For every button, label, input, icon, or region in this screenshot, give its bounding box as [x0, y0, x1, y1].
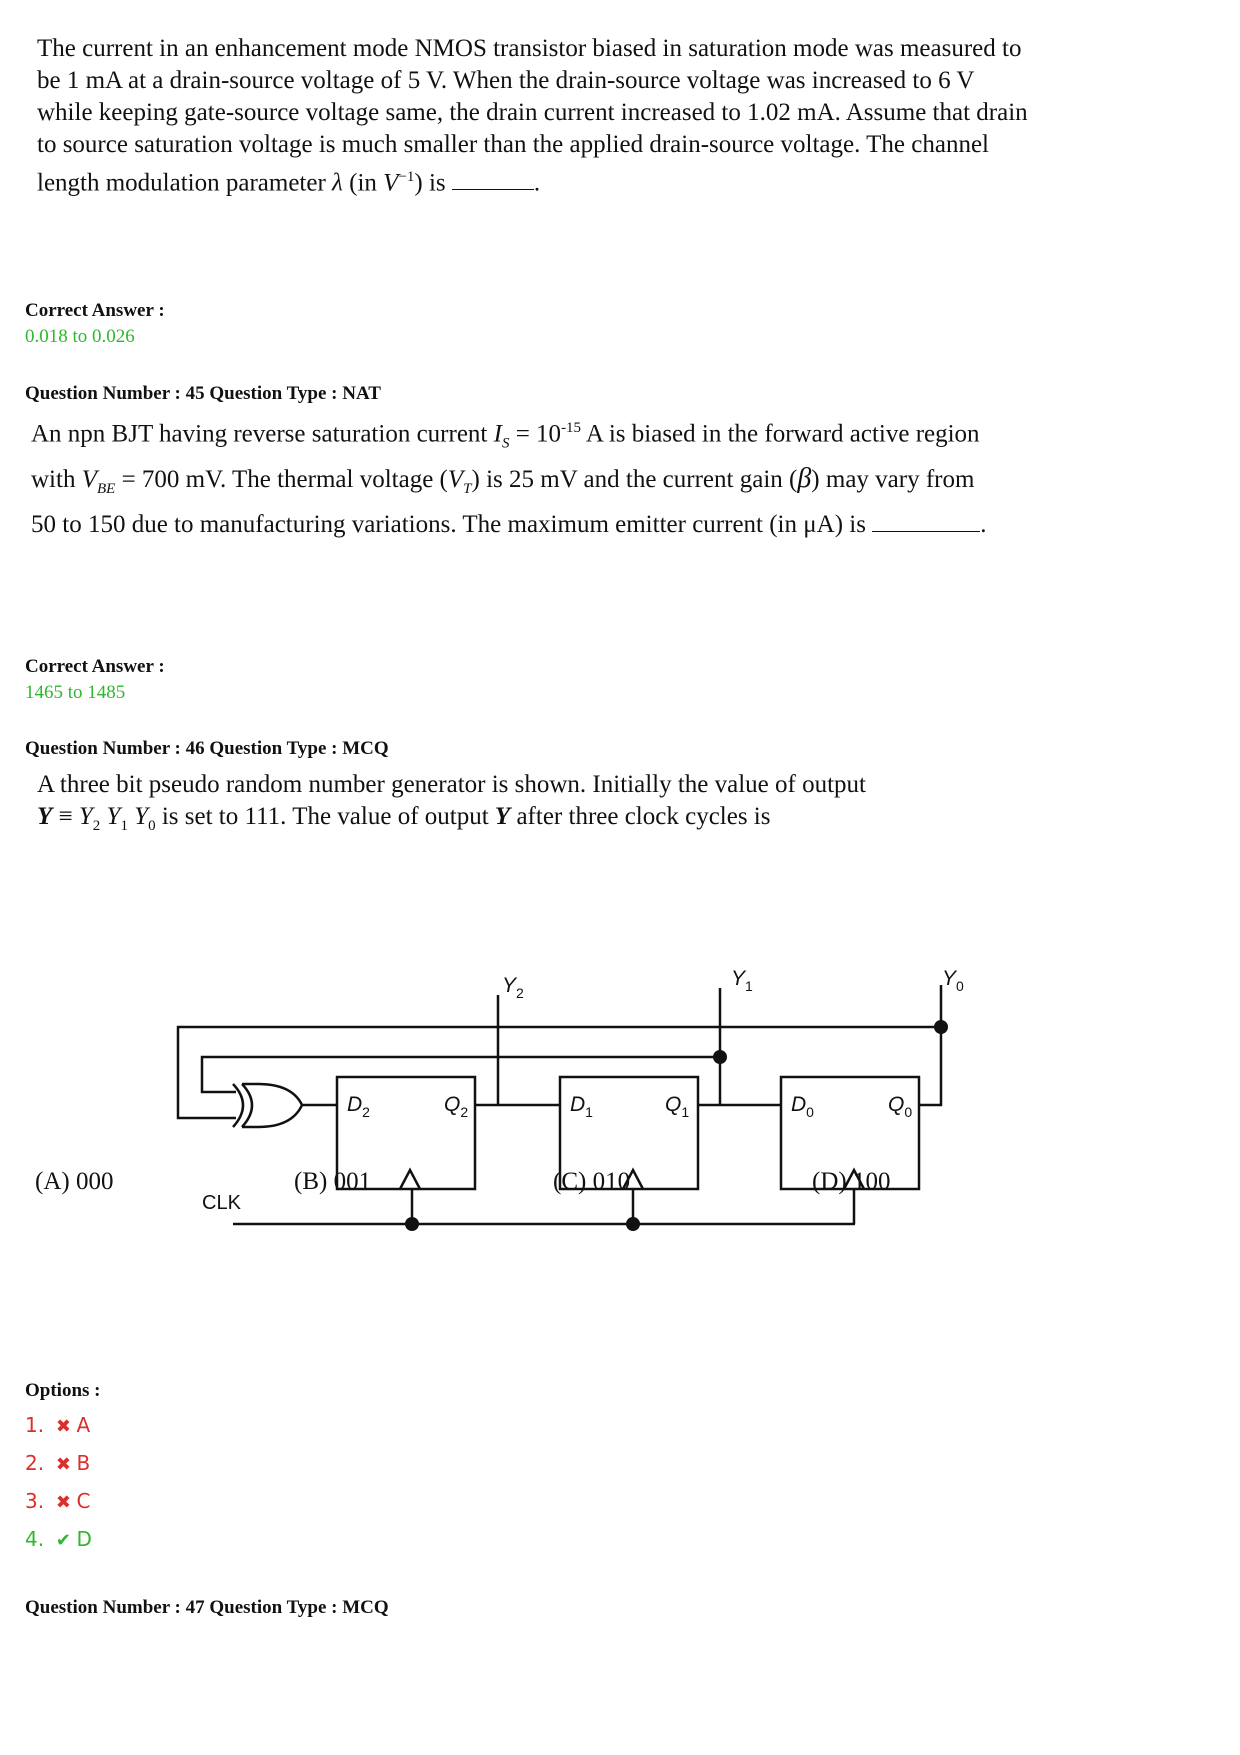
ff-q0-label: $Q_0$: [888, 1093, 913, 1120]
output-y2-label: $Y_2$: [502, 974, 524, 1001]
clk-label: CLK: [202, 1192, 241, 1214]
check-icon: ✔: [55, 1530, 71, 1551]
q44-line-3: while keeping gate-source voltage same, the drain current increased to 1.02 mA. Assume that drain: [37, 99, 1028, 126]
q45-header: Question Number : 45 Question Type : NAT: [25, 383, 381, 404]
q44-line-4: to source saturation voltage is much smaller than the applied drain-source voltage. The channel: [37, 131, 990, 158]
q45-correct-answer: 1465 to 1485: [25, 682, 126, 703]
q45-line-2: with $V_{BE} = 700$ mV. The thermal voltage $(V_T)$ is 25 mV and the current gain (β) may vary from: [31, 463, 975, 498]
junction-dot: [713, 1050, 727, 1064]
option-item: 4. ✔ D: [25, 1520, 92, 1558]
q44-line-1: The current in an enhancement mode NMOS transistor biased in saturation mode was measured to: [37, 35, 1022, 62]
q46-line-1: A three bit pseudo random number generator is shown. Initially the value of output: [37, 771, 866, 798]
junction-dot: [405, 1217, 419, 1231]
option-item: 1. ✖ A: [25, 1406, 92, 1444]
option-item: 2. ✖ B: [25, 1444, 92, 1482]
options-list: [25, 1406, 92, 1558]
choice-b: (B) 001: [294, 1168, 372, 1195]
option-item: 3. ✖ C: [25, 1482, 92, 1520]
ff-d0-label: $D_0$: [791, 1093, 814, 1120]
junction-dot: [934, 1020, 948, 1034]
options-label: Options :: [25, 1380, 101, 1401]
q45-answer-label: Correct Answer :: [25, 656, 165, 677]
q44-line-5: length modulation parameter λ (in $V^{-1}$) is .: [37, 169, 541, 197]
ff-q1-label: $Q_1$: [665, 1093, 690, 1120]
ff-q2-label: $Q_2$: [444, 1093, 469, 1120]
cross-icon: ✖: [55, 1492, 71, 1513]
junction-dot: [626, 1217, 640, 1231]
q46-header: Question Number : 46 Question Type : MCQ: [25, 738, 389, 759]
q44-line-2: be 1 mA at a drain-source voltage of 5 V. When the drain-source voltage was increased to 6 V: [37, 67, 975, 94]
q45-line-1: An npn BJT having reverse saturation current $I_S = 10^{-15}$ A is biased in the forward active region: [31, 420, 980, 452]
cross-icon: ✖: [55, 1454, 71, 1475]
choice-d: (D) 100: [812, 1168, 891, 1195]
ff-d1-label: $D_1$: [570, 1093, 593, 1120]
choice-c: (C) 010: [553, 1168, 631, 1195]
output-y1-label: $Y_1$: [731, 967, 753, 994]
q47-header: Question Number : 47 Question Type : MCQ: [25, 1597, 389, 1618]
q45-line-3: 50 to 150 due to manufacturing variations. The maximum emitter current (in μA) is .: [31, 511, 987, 539]
cross-icon: ✖: [55, 1416, 71, 1437]
q44-correct-answer: 0.018 to 0.026: [25, 326, 135, 347]
q44-answer-label: Correct Answer :: [25, 300, 165, 321]
q46-line-2: $Y \equiv Y_2$ $Y_1$ $Y_0$ is set to 111. The value of output Y after three clock cycles is: [37, 803, 771, 834]
ff-d2-label: $D_2$: [347, 1093, 370, 1120]
choice-a: (A) 000: [35, 1168, 114, 1195]
output-y0-label: $Y_0$: [942, 967, 964, 994]
